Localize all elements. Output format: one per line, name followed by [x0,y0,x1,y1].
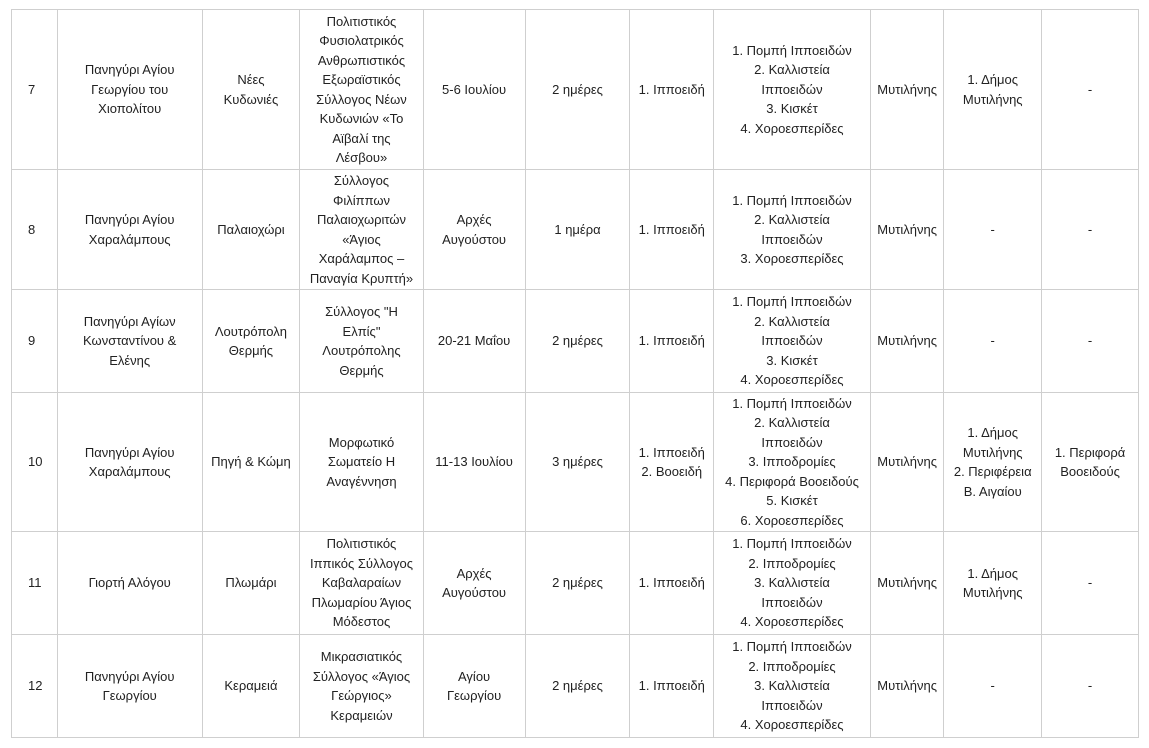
cell-line: Καβαλαραίων [321,575,402,591]
cell-line: Ιπποειδών [761,594,823,610]
table-row [12,10,1139,170]
cell-line: 1. Ιπποειδή [638,221,705,237]
cell-line: 5. Κισκέτ [766,493,818,509]
cell-line: Μικρασιατικός [320,649,403,664]
cell-line: Αρχές [456,565,492,581]
cell-location [202,532,300,635]
cell-line: 3. Καλλιστεία [754,575,830,591]
cell-organizer [300,532,423,635]
cell-line: Γεωργίου [102,688,157,703]
cell-line: «Άγιος [342,231,381,247]
cell-line: - [990,221,995,237]
cell-line: 3 ημέρες [552,454,603,470]
cell-line: Πανηγύρι Αγίου [84,668,175,684]
cell-line: - [1087,221,1093,237]
cell-festival-name [57,393,202,532]
cell-location [202,635,300,738]
cell-festival-name [57,170,202,290]
cell-line: Θερμής [339,362,384,378]
cell-line: 1. Πομπή Ιπποειδών [732,395,852,411]
cell-line: 1. Ιπποειδή [638,678,705,694]
cell-duration [525,635,630,738]
cell-line: Χιοπολίτου [98,101,162,117]
cell-line: - [990,333,995,349]
cell-line: 4. Χοροεσπερίδες [740,614,844,630]
cell-line: Γιορτή Αλόγου [88,575,171,591]
cell-events [714,532,871,635]
cell-events [714,170,871,290]
cell-date [423,393,525,532]
cell-line: Πολιτιστικός [326,536,397,552]
cell-municipality [870,170,943,290]
cell-line: Σύλλογος «Άγιος [312,668,411,684]
cell-line: Γεώργιος» [331,688,392,703]
cell-date [423,532,525,635]
cell-other [1042,290,1139,393]
cell-line: 6. Χοροεσπερίδες [740,512,844,528]
cell-line: Ιππικός Σύλλογος [309,555,414,571]
cell-festival-name [57,635,202,738]
cell-id: 12 [12,635,58,738]
cell-line: 2 ημέρες [552,678,603,694]
cell-line: Πηγή & Κώμη [211,454,291,470]
table-body [12,10,1139,738]
cell-line: Χαραλάμπους [88,231,171,247]
cell-duration [525,170,630,290]
cell-line: Σύλλογος [333,173,390,188]
cell-line: 2. Ιπποδρομίες [748,658,836,674]
cell-line: 1. Ιπποειδή [638,444,705,460]
cell-organizer [300,290,423,393]
cell-line: Πλωμαρίου Άγιος [311,594,412,610]
cell-line: Σύλλογος "Η [325,304,398,319]
cell-events [714,10,871,170]
cell-line: 1. Πομπή Ιπποειδών [732,536,852,552]
cell-other [1042,10,1139,170]
cell-festival-name [57,290,202,393]
cell-line: Αναγέννηση [326,473,397,489]
cell-line: - [1087,678,1093,694]
cell-sponsors [944,170,1042,290]
cell-other [1042,170,1139,290]
cell-duration [525,290,630,393]
cell-line: Νέες [237,72,265,87]
cell-line: 11-13 Ιουλίου [435,454,513,470]
table-row [12,532,1139,635]
cell-line: - [1087,333,1093,349]
cell-line: 2. Περιφέρεια [953,464,1032,479]
cell-line: Ιπποειδών [761,81,823,97]
cell-line: Ελπίς" [342,323,381,339]
cell-line: Χαραλάμπους [88,464,171,479]
cell-line: 3. Κισκέτ [766,101,818,117]
cell-line: Αρχές [456,212,492,227]
cell-festival-name [57,10,202,170]
cell-line: - [1087,81,1093,97]
table-row [12,635,1139,738]
cell-line: 2. Καλλιστεία [754,415,830,431]
cell-line: 4. Χοροεσπερίδες [740,717,844,733]
cell-line: Μυτιλήνης [877,678,937,694]
cell-line: 4. Περιφορά Βοοειδούς [725,473,859,489]
cell-animals [630,532,714,635]
cell-municipality [870,393,943,532]
cell-organizer [300,393,423,532]
cell-line: Μυτιλήνης [962,585,1023,600]
cell-line: Πολιτιστικός [326,13,397,29]
cell-line: Πλωμάρι [225,575,277,591]
cell-date [423,170,525,290]
cell-municipality [870,10,943,170]
cell-line: 1. Περιφορά [1054,444,1126,460]
cell-line: 1. Πομπή Ιπποειδών [732,294,852,310]
cell-organizer [300,10,423,170]
cell-id: 10 [12,393,58,532]
cell-animals [630,170,714,290]
cell-line: Αϊβαλί της [332,130,391,146]
cell-events [714,635,871,738]
cell-line: Φιλίππων [332,192,391,208]
cell-line: Μυτιλήνης [877,454,937,470]
cell-other [1042,635,1139,738]
cell-sponsors [944,635,1042,738]
cell-line: Ιπποειδών [761,333,823,349]
cell-line: 1. Πομπή Ιπποειδών [732,42,852,58]
cell-line: 1. Δήμος [967,425,1019,440]
cell-line: 2 ημέρες [552,333,603,349]
cell-line: 2. Καλλιστεία [754,62,830,78]
cell-line: Παλαιοχώρι [217,221,285,237]
cell-festival-name [57,532,202,635]
cell-line: 2 ημέρες [552,81,603,97]
cell-line: Κυδωνιών «Το [319,111,404,126]
cell-line: Κεραμειά [224,678,278,694]
cell-line: 2. Ιπποδρομίες [748,555,836,571]
cell-duration [525,532,630,635]
cell-line: 2 ημέρες [552,575,603,591]
cell-location [202,290,300,393]
festivals-table [11,9,1139,738]
cell-line: Σύλλογος Νέων [316,91,407,107]
cell-line: Ιπποειδών [761,697,823,713]
cell-line: 1. Ιπποειδή [638,333,705,349]
cell-line: Γεωργίου του [91,81,169,97]
cell-line: 1. Ιπποειδή [638,575,705,591]
cell-line: 1. Πομπή Ιπποειδών [732,639,852,655]
cell-line: - [1087,575,1093,591]
cell-line: Γεωργίου [446,688,502,703]
cell-line: Ελένης [109,352,151,368]
cell-events [714,290,871,393]
cell-line: Πανηγύρι Αγίων [83,313,176,329]
cell-municipality [870,290,943,393]
cell-line: Λέσβου» [335,150,388,165]
cell-line: 20-21 Μαΐου [437,333,511,349]
cell-line: 1. Δήμος [967,565,1019,581]
cell-line: Κωνσταντίνου & [83,333,177,349]
cell-location [202,393,300,532]
table-row [12,393,1139,532]
cell-line: Μυτιλήνης [877,333,937,349]
cell-line: Σωματείο Η [327,454,396,470]
cell-animals [630,290,714,393]
cell-line: Λουτρόπολη [214,323,287,339]
cell-line: Αυγούστου [442,585,507,600]
cell-line: 3. Ιπποδρομίες [748,454,836,470]
cell-sponsors [944,10,1042,170]
cell-line: 1. Δήμος [967,72,1019,87]
cell-line: Μυτιλήνης [877,221,937,237]
cell-line: Κεραμειών [330,707,393,723]
cell-line: Μυτιλήνης [877,575,937,591]
cell-line: 1. Πομπή Ιπποειδών [732,192,852,208]
cell-line: Παναγία Κρυπτή» [309,270,414,286]
cell-line: 1 ημέρα [554,221,601,237]
cell-sponsors [944,532,1042,635]
cell-line: 3. Χοροεσπερίδες [740,251,844,266]
cell-line: Ιπποειδών [761,231,823,247]
cell-line: Μυτιλήνης [962,444,1023,460]
cell-line: Μυτιλήνης [962,91,1023,107]
cell-line: Πανηγύρι Αγίου [84,444,175,460]
cell-date [423,635,525,738]
cell-line: Βοοειδούς [1060,464,1120,479]
cell-line: 2. Βοοειδή [641,464,703,479]
cell-line: Μορφωτικό [328,434,395,450]
cell-line: Ανθρωπιστικός [317,52,406,68]
cell-date [423,290,525,393]
cell-line: Λουτρόπολης [322,343,401,358]
cell-line: Αυγούστου [442,231,507,247]
cell-line: Μυτιλήνης [877,81,937,97]
table-row [12,170,1139,290]
cell-animals [630,393,714,532]
cell-other [1042,532,1139,635]
cell-line: 4. Χοροεσπερίδες [740,372,844,388]
cell-duration [525,393,630,532]
cell-line: Χαράλαμπος – [318,251,405,266]
cell-events [714,393,871,532]
cell-line: 2. Καλλιστεία [754,212,830,227]
cell-line: Πανηγύρι Αγίου [84,62,175,78]
cell-id: 8 [12,170,58,290]
cell-duration [525,10,630,170]
cell-municipality [870,635,943,738]
cell-animals [630,635,714,738]
cell-line: 4. Χοροεσπερίδες [740,120,844,136]
cell-organizer [300,635,423,738]
cell-line: 3. Καλλιστεία [754,678,830,694]
cell-other [1042,393,1139,532]
cell-line: Εξωραϊστικός [322,72,401,87]
table-wrapper [11,9,1139,738]
cell-line: Παλαιοχωριτών [316,212,406,227]
cell-date [423,10,525,170]
cell-line: - [990,678,995,694]
cell-id: 7 [12,10,58,170]
cell-id: 9 [12,290,58,393]
cell-municipality [870,532,943,635]
cell-animals [630,10,714,170]
cell-line: 5-6 Ιουλίου [442,81,507,97]
cell-line: 3. Κισκέτ [766,352,818,368]
cell-sponsors [944,290,1042,393]
cell-line: 2. Καλλιστεία [754,313,830,329]
table-row [12,290,1139,393]
cell-line: Β. Αιγαίου [963,483,1022,499]
cell-id: 11 [12,532,58,635]
cell-location [202,170,300,290]
cell-line: Φυσιολατρικός [319,33,404,48]
cell-line: Μόδεστος [332,614,391,630]
cell-line: Πανηγύρι Αγίου [84,212,175,227]
cell-line: Ιπποειδών [761,434,823,450]
cell-line: Αγίου [458,668,491,684]
cell-organizer [300,170,423,290]
cell-location [202,10,300,170]
cell-line: 1. Ιπποειδή [638,81,705,97]
cell-sponsors [944,393,1042,532]
cell-line: Θερμής [228,343,274,358]
cell-line: Κυδωνιές [223,91,279,107]
